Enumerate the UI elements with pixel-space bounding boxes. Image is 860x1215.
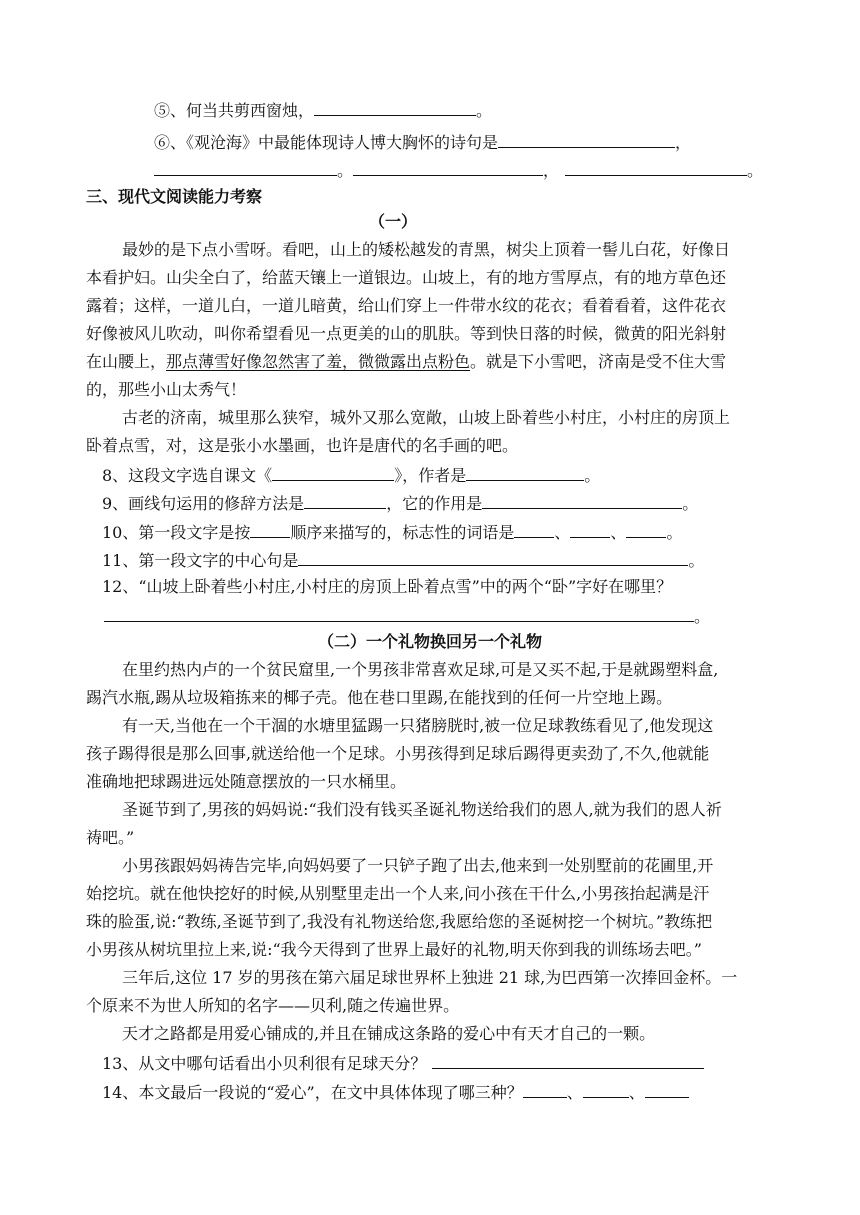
answer-blank[interactable] [304,492,386,509]
passage-1-line: 卧着点雪，对，这是张小水墨画，也许是唐代的名手画的吧。 [86,436,519,455]
passage-1-line: 在山腰上，那点薄雪好像忽然害了羞，微微露出点粉色。就是下小雪吧，济南是受不住大雪 [86,352,727,371]
answer-blank[interactable] [565,159,747,176]
passage-2-line: 准确地把球踢进远处随意摆放的一只水桶里。 [86,772,407,791]
question-5: ⑤、何当共剪西窗烛， 。 [154,101,493,120]
passage-2-line: 天才之路都是用爱心铺成的,并且在铺成这条路的爱心中有天才自己的一颗。 [122,1024,656,1043]
answer-blank[interactable] [645,1081,689,1098]
passage-2-line: 圣诞节到了,男孩的妈妈说:“我们没有钱买圣诞礼物送给我们的恩人,就为我们的恩人祈 [122,800,722,819]
answer-blank[interactable] [432,1052,704,1069]
answer-blank[interactable] [498,131,675,148]
answer-blank[interactable] [583,1081,629,1098]
passage-2-line: 孩子踢得很是那么回事,就送给他一个足球。小男孩得到足球后踢得更卖劲了,不久,他就能 [86,744,710,763]
passage-1-title: （一） [368,212,417,231]
question-9: 9、画线句运用的修辞方法是 ，它的作用是 。 [102,494,699,513]
answer-blank[interactable] [272,464,394,481]
answer-blank[interactable] [514,521,554,538]
underlined-sentence: 那点薄雪好像忽然害了羞，微微露出点粉色 [166,352,471,371]
answer-blank[interactable] [626,521,666,538]
answer-blank[interactable] [314,99,476,116]
passage-1-line: 最妙的是下点小雪呀。看吧，山上的矮松越发的青黑，树尖上顶着一髻儿白花，好像日 [122,240,731,259]
question-12: 12、“山坡上卧着些小村庄,小村庄的房顶上卧着点雪”中的两个“卧”字好在哪里？ [102,577,673,596]
answer-blank[interactable] [298,549,688,566]
passage-1-line: 古老的济南，城里那么狭窄，城外又那么宽敞，山坡上卧着些小村庄，小村庄的房顶上 [122,408,731,427]
question-13: 13、从文中哪句话看出小贝利很有足球天分？ [102,1052,704,1074]
answer-blank[interactable] [250,521,290,538]
answer-blank[interactable] [570,521,610,538]
passage-2-line: 在里约热内卢的一个贫民窟里,一个男孩非常喜欢足球,可是又买不起,于是就踢塑料盒, [122,660,719,679]
answer-blank[interactable] [154,159,337,176]
question-10: 10、第一段文字是按 顺序来描写的，标志性的词语是 、 、 。 [102,523,683,542]
answer-blank[interactable] [104,605,694,622]
passage-2-title: （二）一个礼物换回另一个礼物 [317,632,542,651]
answer-blank[interactable] [523,1081,567,1098]
passage-1-line: 好像被风儿吹动，叫你希望看见一点更美的山的肌肤。等到快日落的时候，微黄的阳光斜射 [86,324,727,343]
question-14: 14、本文最后一段说的“爱心”，在文中具体体现了哪三种？ 、 、 [102,1081,689,1103]
passage-1-line: 露着；这样，一道儿白，一道儿暗黄，给山们穿上一件带水纹的花衣；看着看着，这件花衣 [86,296,727,315]
passage-2-line: 始挖坑。就在他快挖好的时候,从别墅里走出一个人来,问小孩在干什么,小男孩抬起满是汗 [86,884,710,903]
question-6: ⑥、《观沧海》中最能体现诗人博大胸怀的诗句是 ， [154,133,692,152]
passage-2-line: 三年后,这位 17 岁的男孩在第六届足球世界杯上独进 21 球,为巴西第一次捧回金杯。一 [122,968,738,987]
passage-2-line: 小男孩跟妈妈祷告完毕,向妈妈要了一只铲子跑了出去,他来到一处别墅前的花圃里,开 [122,856,714,875]
answer-blank[interactable] [482,492,682,509]
passage-2-line: 祷吧。” [86,828,135,847]
passage-2-line: 个原来不为世人所知的名字——贝利,随之传遍世界。 [86,996,460,1015]
passage-2-line: 踢汽水瓶,踢从垃圾箱拣来的椰子壳。他在巷口里踢,在能找到的任何一片空地上踢。 [86,688,673,707]
question-6-continued: 。 ， 。 [154,159,763,181]
passage-1-line: 本看护妇。山尖全白了，给蓝天镶上一道银边。山坡上，有的地方雪厚点，有的地方草色还 [86,268,727,287]
section-heading: 三、现代文阅读能力考察 [86,187,263,206]
passage-2-line: 有一天,当他在一个干涸的水塘里猛踢一只猪膀胱时,被一位足球教练看见了,他发现这 [122,716,714,735]
question-12-answer: 。 [104,605,710,627]
passage-2-line: 小男孩从树坑里拉上来,说:“我今天得到了世界上最好的礼物,明天你到我的训练场去吧。” [86,940,702,959]
passage-1-line: 的，那些小山太秀气！ [86,380,247,399]
answer-blank[interactable] [353,159,543,176]
question-8: 8、这段文字选自课文《 》，作者是 。 [102,466,601,485]
question-11: 11、第一段文字的中心句是 。 [102,551,705,570]
answer-blank[interactable] [466,464,584,481]
passage-2-line: 珠的脸蛋,说:“教练,圣诞节到了,我没有礼物送给您,我愿给您的圣诞树挖一个树坑。”教练把 [86,912,713,931]
